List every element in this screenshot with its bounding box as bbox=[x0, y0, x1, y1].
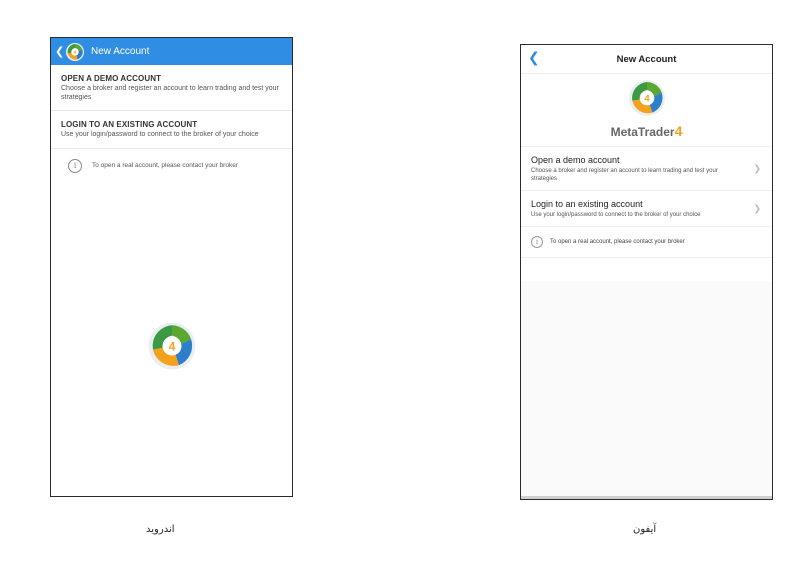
item-title: LOGIN TO AN EXISTING ACCOUNT bbox=[61, 120, 198, 129]
item-title: OPEN A DEMO ACCOUNT bbox=[61, 74, 162, 83]
info-icon: i bbox=[68, 159, 82, 173]
item-title: Open a demo account bbox=[531, 155, 620, 165]
chevron-left-icon[interactable]: ❮ bbox=[55, 46, 65, 58]
item-subtitle: Use your login/password to connect to the broker of your choice bbox=[61, 131, 259, 138]
item-subtitle: Choose a broker and register an account to learn trading and test your strategies bbox=[531, 168, 718, 182]
app-header bbox=[521, 45, 772, 74]
chevron-right-icon: ❯ bbox=[753, 203, 761, 213]
brand-wordmark bbox=[521, 123, 772, 139]
open-demo-account-item[interactable] bbox=[521, 146, 772, 190]
empty-area bbox=[521, 281, 772, 499]
info-text: To open a real account, please contact your broker bbox=[92, 162, 238, 169]
open-demo-account-item[interactable] bbox=[51, 65, 292, 111]
android-screen bbox=[50, 37, 293, 497]
item-title: Login to an existing account bbox=[531, 199, 643, 209]
login-existing-account-item[interactable] bbox=[521, 190, 772, 226]
item-subtitle: Use your login/password to connect to the broker of your choice bbox=[531, 212, 701, 218]
chevron-right-icon: ❯ bbox=[753, 163, 761, 173]
item-subtitle: Choose a broker and register an account to learn trading and test your strategies bbox=[61, 85, 279, 101]
metatrader-logo bbox=[146, 320, 198, 372]
chevron-left-icon[interactable]: ❮ bbox=[528, 49, 540, 65]
app-header bbox=[51, 38, 292, 65]
metatrader-logo bbox=[627, 78, 667, 118]
brand-version: 4 bbox=[674, 123, 683, 139]
ios-caption: آیفون bbox=[633, 524, 657, 535]
login-existing-account-item[interactable] bbox=[51, 111, 292, 149]
info-text: To open a real account, please contact your broker bbox=[550, 239, 685, 245]
real-account-info bbox=[51, 149, 292, 173]
brand-name: MetaTrader bbox=[610, 125, 675, 139]
real-account-info bbox=[521, 226, 772, 258]
android-caption: اندروید bbox=[146, 524, 175, 535]
ios-screen bbox=[520, 44, 773, 500]
info-icon: i bbox=[531, 236, 543, 248]
page-title: New Account bbox=[91, 46, 150, 57]
bottom-bar bbox=[521, 496, 772, 499]
page-title: New Account bbox=[616, 53, 677, 65]
brand-block bbox=[521, 74, 772, 146]
metatrader-logo bbox=[65, 42, 85, 62]
